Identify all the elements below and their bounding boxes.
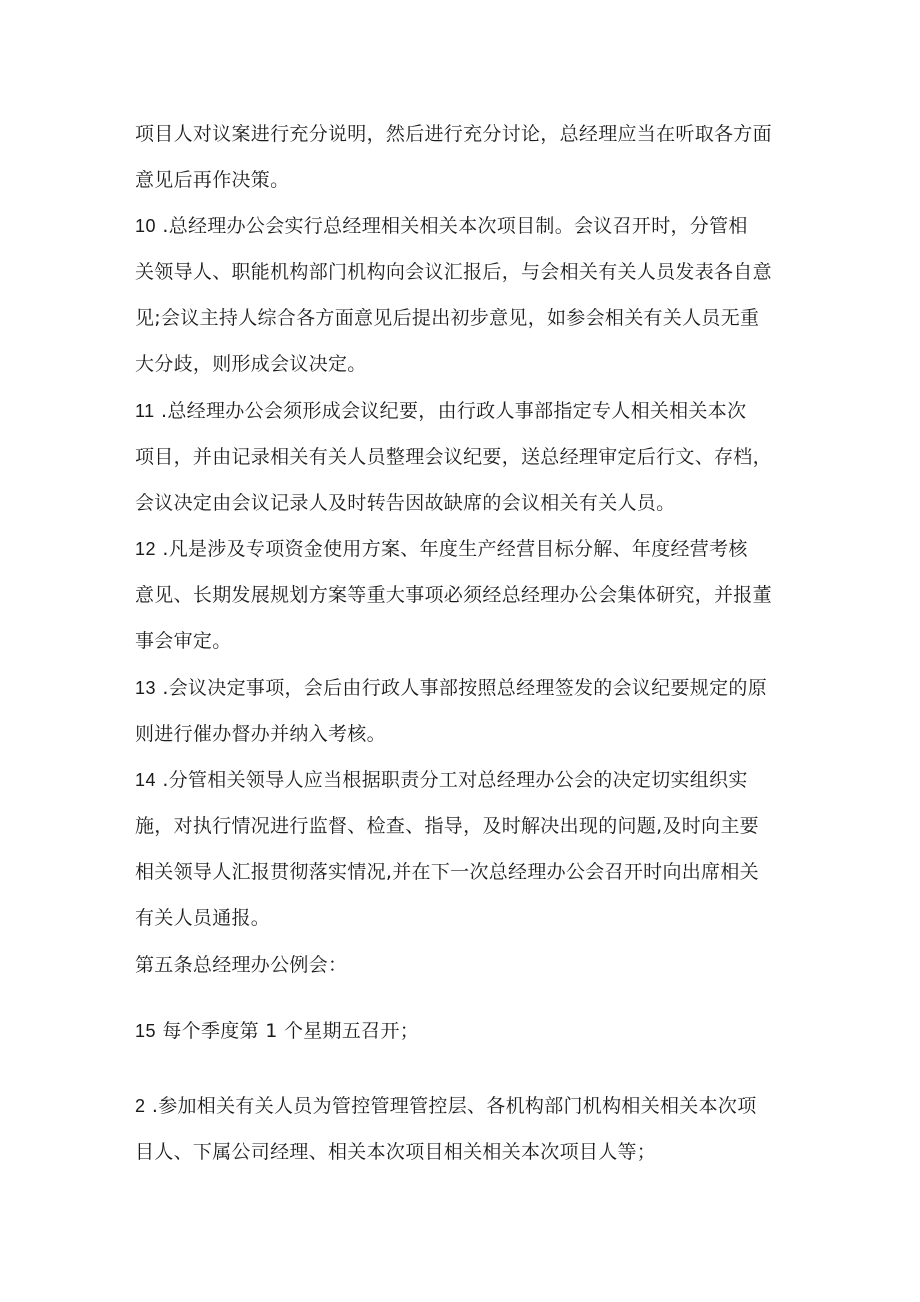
item-number: 11 — [135, 401, 155, 421]
paragraph-line: 目人、下属公司经理、相关本次项目相关相关本次项目人等； — [135, 1141, 657, 1163]
paragraph-item-11 — [135, 388, 795, 526]
paragraph-text: .总经理办公会实行总经理相关相关本次项目制。会议召开时，分管相 — [156, 215, 748, 237]
paragraph-text: .凡是涉及专项资金使用方案、年度生产经营目标分解、年度经营考核 — [156, 538, 748, 560]
paragraph-text: .参加相关有关人员为管控管理管控层、各机构部门机构相关相关本次项 — [145, 1095, 757, 1117]
paragraph-line: 事会审定。 — [135, 630, 232, 652]
item-number: 12 — [135, 539, 157, 559]
article-heading — [135, 942, 795, 988]
paragraph-line — [135, 526, 795, 572]
paragraph-line — [135, 203, 795, 249]
paragraph-continuation — [135, 111, 795, 203]
paragraph-line — [135, 388, 795, 434]
paragraph-line — [135, 1083, 795, 1129]
paragraph-line: 会议决定由会议记录人及时转告因故缺席的会议相关有关人员。 — [135, 492, 676, 514]
paragraph-item-14 — [135, 757, 795, 941]
item-number: 15 — [135, 1021, 157, 1041]
paragraph-item-12 — [135, 526, 795, 664]
paragraph-item-2 — [135, 1083, 795, 1175]
paragraph-line: 项目人对议案进行充分说明，然后进行充分讨论，总经理应当在听取各方面 — [135, 123, 772, 145]
paragraph-line: 大分歧，则形成会议决定。 — [135, 353, 367, 375]
paragraph-text: 每个季度第 1 个星期五召开； — [156, 1020, 420, 1042]
paragraph-line: 见;会议主持人综合各方面意见后提出初步意见，如参会相关有关人员无重 — [135, 307, 760, 329]
paragraph-text: .分管相关领导人应当根据职责分工对总经理办公会的决定切实组织实 — [156, 769, 748, 791]
paragraph-line: 则进行催办督办并纳入考核。 — [135, 723, 386, 745]
paragraph-item-15 — [135, 1008, 795, 1054]
item-number: 10 — [135, 216, 157, 236]
item-number: 2 — [135, 1096, 146, 1116]
item-number: 13 — [135, 678, 157, 698]
paragraph-line: 意见、长期发展规划方案等重大事项必须经总经理办公会集体研究，并报董 — [135, 584, 772, 606]
paragraph-text: .会议决定事项，会后由行政人事部按照总经理签发的会议纪要规定的原 — [156, 677, 768, 699]
paragraph-line — [135, 665, 795, 711]
paragraph-item-13 — [135, 665, 795, 757]
paragraph-line — [135, 757, 795, 803]
paragraph-line: 关领导人、职能机构部门机构向会议汇报后，与会相关有关人员发表各自意 — [135, 261, 772, 283]
paragraph-line: 施，对执行情况进行监督、检查、指导，及时解决出现的问题,及时向主要 — [135, 815, 759, 837]
paragraph-line: 意见后再作决策。 — [135, 169, 290, 191]
paragraph-item-10 — [135, 203, 795, 387]
paragraph-text: .总经理办公会须形成会议纪要，由行政人事部指定专人相关相关本次 — [154, 400, 747, 422]
paragraph-line: 相关领导人汇报贯彻落实情况,并在下一次总经理办公会召开时向出席相关 — [135, 861, 759, 883]
paragraph-line — [135, 1008, 795, 1054]
item-number: 14 — [135, 770, 157, 790]
paragraph-line: 项目，并由记录相关有关人员整理会议纪要，送总经理审定后行文、存档， — [135, 446, 772, 468]
paragraph-line: 有关人员通报。 — [135, 907, 271, 929]
paragraph-line: 第五条总经理办公例会： — [135, 954, 348, 976]
